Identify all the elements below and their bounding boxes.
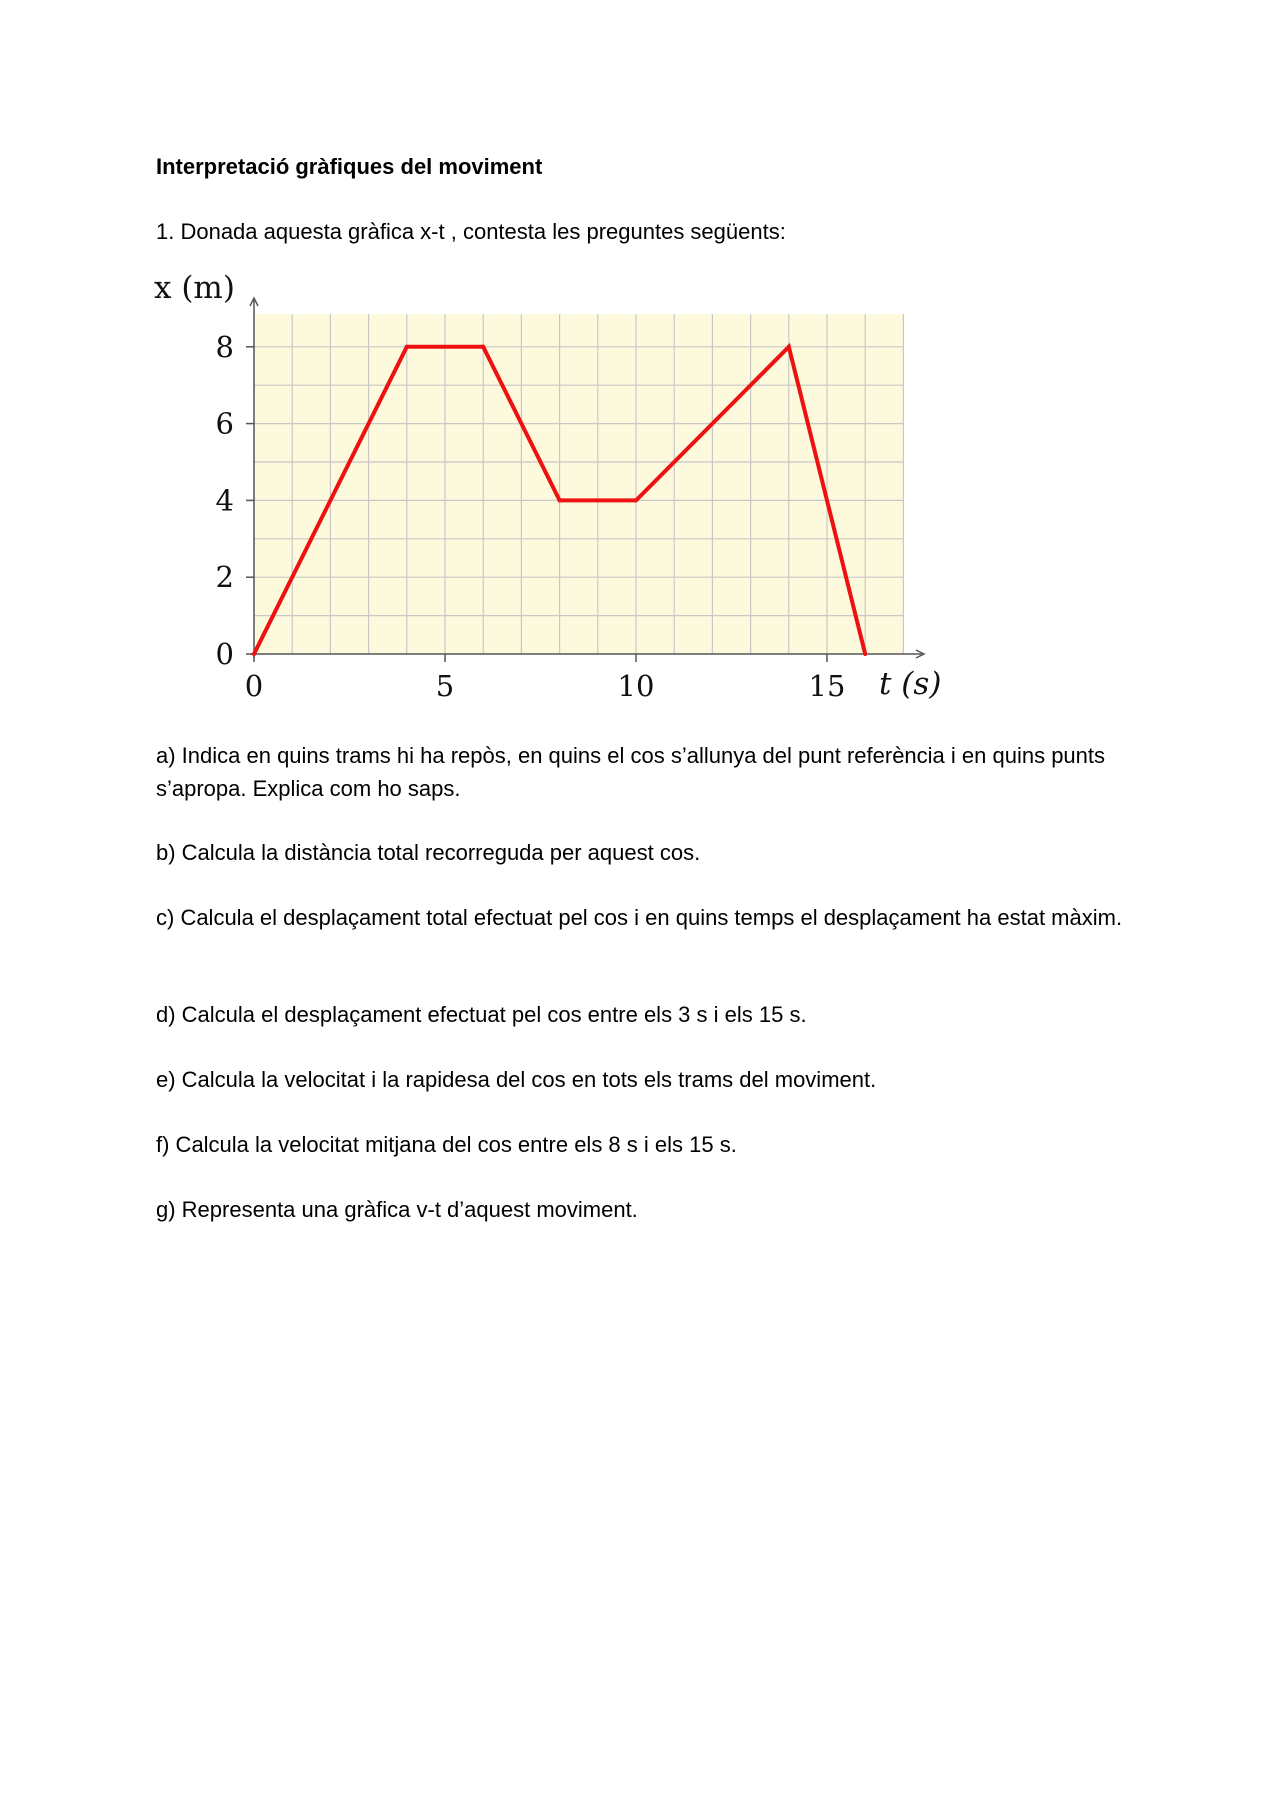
data-point: [481, 345, 485, 349]
data-point: [558, 498, 562, 502]
y-tick-label: 2: [215, 560, 234, 595]
document-title: Interpretació gràfiques del moviment: [156, 154, 543, 179]
data-point: [252, 652, 256, 656]
data-point: [634, 498, 638, 502]
question-b: b) Calcula la distància total recorreguda per aquest cos.: [156, 840, 701, 865]
y-tick-label: 6: [215, 406, 234, 441]
data-point: [863, 652, 867, 656]
question-f: f) Calcula la velocitat mitjana del cos entre els 8 s i els 15 s.: [156, 1132, 737, 1157]
y-axis-label: x (m): [154, 270, 235, 306]
x-t-chart: [150, 268, 970, 718]
x-tick-label: 0: [244, 669, 264, 703]
y-tick-label: 4: [215, 483, 234, 518]
question-c: c) Calcula el desplaçament total efectuat pel cos i en quins temps el desplaçament ha estat màxim.: [156, 905, 1123, 930]
question-g: g) Representa una gràfica v-t d’aquest moviment.: [156, 1197, 638, 1222]
y-tick-label: 8: [215, 329, 234, 364]
exercise-intro: 1. Donada aquesta gràfica x-t , contesta les preguntes següents:: [156, 219, 786, 244]
question-d: d) Calcula el desplaçament efectuat pel cos entre els 3 s i els 15 s.: [156, 1002, 807, 1027]
plot-area: [254, 314, 904, 654]
x-tick-label: 10: [617, 669, 655, 703]
question-e: e) Calcula la velocitat i la rapidesa del cos en tots els trams del moviment.: [156, 1067, 877, 1092]
x-tick-label: 15: [808, 669, 846, 703]
data-point: [405, 345, 409, 349]
x-axis-label: t (s): [879, 666, 942, 702]
question-a: a) Indica en quins trams hi ha repòs, en quins el cos s’allunya del punt referència i en quins punts s’apropa. Explica com ho saps.: [156, 743, 1106, 801]
x-tick-label: 5: [435, 669, 455, 703]
y-tick-label: 0: [215, 637, 234, 671]
data-point: [787, 345, 791, 349]
